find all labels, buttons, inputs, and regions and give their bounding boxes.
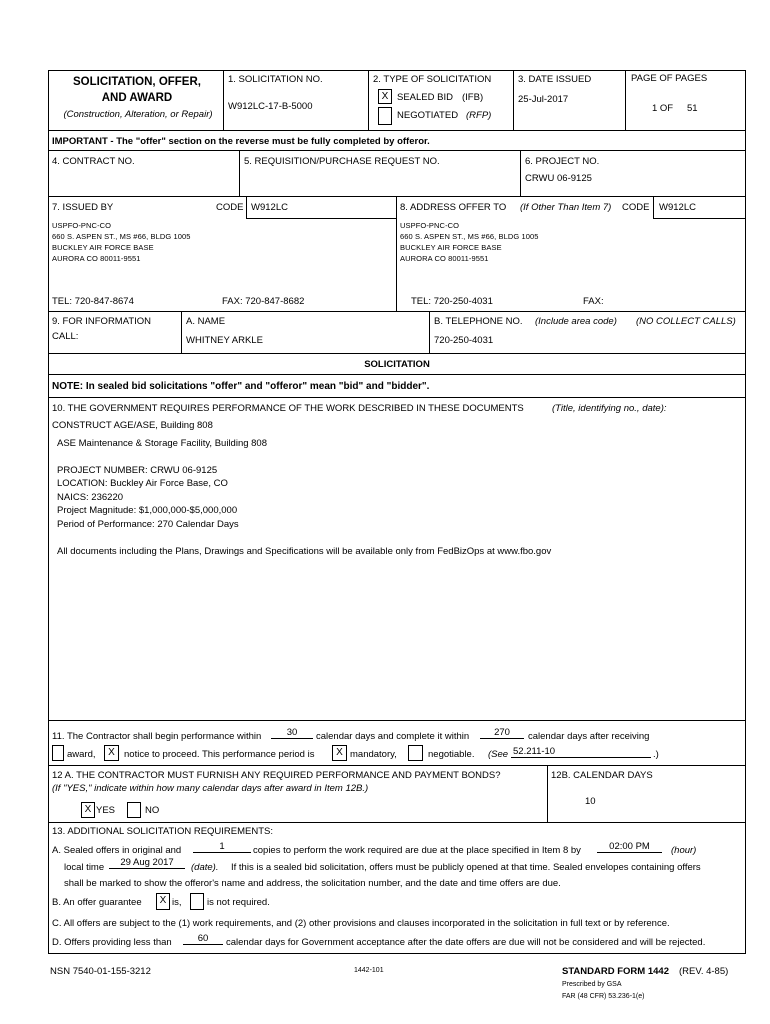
item10-line-6: Project Magnitude: $1,000,000-$5,000,000	[57, 505, 238, 516]
due-date-paren: (date).	[191, 862, 219, 873]
contract-no-label: 4. CONTRACT NO.	[52, 156, 135, 167]
footer-code: 1442-101	[354, 967, 384, 974]
local-time-label: local time	[64, 862, 105, 873]
item12a-label: 12 A. THE CONTRACTOR MUST FURNISH ANY REQUIRED PERFORMANCE AND PAYMENT BONDS?	[52, 770, 501, 781]
item13a-text-2: copies to perform the work required are due at the place specified in Item 8 by	[253, 845, 581, 856]
footer-nsn: NSN 7540-01-155-3212	[50, 966, 151, 977]
issued-by-tel: TEL: 720-847-8674	[52, 296, 134, 307]
contact-name-label: A. NAME	[186, 316, 226, 327]
negotiated-paren: (RFP)	[466, 110, 492, 121]
issued-by-address-3: BUCKLEY AIR FORCE BASE	[52, 243, 154, 252]
item13a-text-4: shall be marked to show the offeror's name and address, the solicitation number, and the date and time offers are due.	[64, 878, 561, 889]
issued-by-fax: FAX: 720-847-8682	[222, 296, 305, 307]
offer-to-fax: FAX:	[583, 296, 604, 307]
solicitation-heading: SOLICITATION	[364, 359, 430, 370]
form-title-line2: AND AWARD	[101, 92, 173, 104]
offer-to-tel: TEL: 720-250-4031	[411, 296, 493, 307]
see-clause-field[interactable]: 52.211-10	[511, 746, 651, 758]
sealed-bid-note: NOTE: In sealed bid solicitations "offer" and "offeror" mean "bid" and "bidder".	[52, 381, 430, 392]
item13d-text-1: D. Offers providing less than	[52, 937, 172, 948]
pages-total: 51	[687, 103, 698, 114]
for-information-label: 9. FOR INFORMATION	[52, 316, 152, 327]
offer-to-address-2: 660 S. ASPEN ST., MS #66, BLDG 1005	[400, 232, 539, 241]
item11-text-c: calendar days after receiving	[528, 731, 650, 742]
project-no-value: CRWU 06-9125	[525, 173, 592, 184]
footer-far: FAR (48 CFR) 53.236-1(e)	[562, 993, 645, 1000]
award-label: award,	[67, 749, 96, 760]
contact-tel-paren-2: (NO COLLECT CALLS)	[636, 316, 736, 327]
contact-tel-label: B. TELEPHONE NO.	[434, 316, 523, 327]
issued-by-label: 7. ISSUED BY	[52, 202, 114, 213]
for-information-call: CALL:	[52, 331, 79, 342]
bonds-no-checkbox[interactable]	[127, 802, 141, 818]
solicitation-no-label: 1. SOLICITATION NO.	[228, 74, 323, 85]
item13a-text-3: If this is a sealed bid solicitation, offers must be publicly opened at that time. Sealed envelopes containing offers	[231, 862, 701, 873]
item13c-text: C. All offers are subject to the (1) work requirements, and (2) other provisions and clauses incorporated in the solicitation in full text or by reference.	[52, 918, 670, 929]
item10-line-1: CONSTRUCT AGE/ASE, Building 808	[52, 420, 213, 431]
footer-form-name: STANDARD FORM 1442	[562, 966, 669, 977]
see-close: .)	[653, 749, 659, 760]
negotiated-label: NEGOTIATED	[397, 110, 459, 121]
item10-line-3: PROJECT NUMBER: CRWU 06-9125	[57, 465, 218, 476]
offer-to-code-value: W912LC	[659, 202, 696, 213]
negotiable-checkbox[interactable]	[408, 745, 423, 761]
bonds-no-label: NO	[145, 805, 160, 816]
guarantee-not-label: is not required.	[207, 897, 270, 908]
date-issued-value: 25-Jul-2017	[518, 94, 569, 105]
item12a-sub: (If "YES," indicate within how many calendar days after award in Item 12B.)	[52, 783, 369, 794]
item13-label: 13. ADDITIONAL SOLICITATION REQUIREMENTS:	[52, 826, 274, 837]
page-of-pages-label: PAGE OF PAGES	[631, 73, 708, 84]
begin-days-field[interactable]: 30	[271, 727, 313, 739]
guarantee-is-checkbox[interactable]: X	[156, 893, 170, 910]
form-title-sub: (Construction, Alteration, or Repair)	[63, 109, 213, 120]
address-offer-to-label: 8. ADDRESS OFFER TO	[400, 202, 507, 213]
due-date-field[interactable]: 29 Aug 2017	[109, 857, 185, 869]
item13b-text: B. An offer guarantee	[52, 897, 142, 908]
contact-tel-value: 720-250-4031	[434, 335, 494, 346]
offer-to-address-4: AURORA CO 80011-9551	[400, 254, 489, 263]
item10-line-8: All documents including the Plans, Drawings and Specifications will be available only from FedBizOps at www.fbo.gov	[57, 546, 552, 557]
offer-to-address-3: BUCKLEY AIR FORCE BASE	[400, 243, 502, 252]
ntp-label: notice to proceed. This performance period is	[124, 749, 315, 760]
item10-line-2: ASE Maintenance & Storage Facility, Building 808	[57, 438, 267, 449]
offer-to-code-label: CODE	[622, 202, 650, 213]
ntp-checkbox[interactable]: X	[104, 745, 119, 761]
due-time-field[interactable]: 02:00 PM	[597, 841, 662, 853]
sealed-bid-paren: (IFB)	[462, 92, 484, 103]
contact-name-value: WHITNEY ARKLE	[186, 335, 263, 346]
award-checkbox[interactable]	[52, 745, 64, 761]
footer-rev: (REV. 4-85)	[679, 966, 729, 977]
offer-to-address-1: USPFO-PNC-CO	[400, 221, 460, 230]
item13d-text-2: calendar days for Government acceptance after the date offers are due will not be considered and will be rejected.	[226, 937, 706, 948]
item10-line-5: NAICS: 236220	[57, 492, 124, 503]
due-hour-label: (hour)	[671, 845, 697, 856]
negotiated-checkbox[interactable]	[378, 107, 392, 125]
issued-by-address-4: AURORA CO 80011-9551	[52, 254, 141, 263]
footer-prescribed: Prescribed by GSA	[562, 981, 622, 988]
item10-label-paren: (Title, identifying no., date):	[552, 403, 667, 414]
date-issued-label: 3. DATE ISSUED	[518, 74, 592, 85]
solicitation-type-label: 2. TYPE OF SOLICITATION	[373, 74, 492, 85]
acceptance-days-field[interactable]: 60	[183, 933, 223, 945]
issued-by-code-value: W912LC	[251, 202, 288, 213]
item13a-text-1: A. Sealed offers in original and	[52, 845, 182, 856]
solicitation-no-value: W912LC-17-B-5000	[228, 101, 313, 112]
project-no-label: 6. PROJECT NO.	[525, 156, 600, 167]
item12b-label: 12B. CALENDAR DAYS	[551, 770, 653, 781]
mandatory-label: mandatory,	[350, 749, 397, 760]
issued-by-address-2: 660 S. ASPEN ST., MS #66, BLDG 1005	[52, 232, 191, 241]
bonds-yes-checkbox[interactable]: X	[81, 802, 95, 818]
item12b-value: 10	[585, 796, 596, 807]
requisition-no-label: 5. REQUISITION/PURCHASE REQUEST NO.	[244, 156, 440, 167]
item10-label: 10. THE GOVERNMENT REQUIRES PERFORMANCE OF THE WORK DESCRIBED IN THESE DOCUMENTS	[52, 403, 524, 414]
bonds-yes-label: YES	[96, 805, 116, 816]
sealed-bid-label: SEALED BID	[397, 92, 453, 103]
form-title-line1: SOLICITATION, OFFER,	[73, 76, 201, 88]
item11-text-b: calendar days and complete it within	[316, 731, 470, 742]
issued-by-code-label: CODE	[216, 202, 244, 213]
complete-days-field[interactable]: 270	[480, 727, 524, 739]
negotiable-label: negotiable.	[428, 749, 475, 760]
mandatory-checkbox[interactable]: X	[332, 745, 347, 761]
see-label: (See	[488, 749, 509, 760]
address-offer-to-paren: (If Other Than Item 7)	[520, 202, 612, 213]
item10-line-7: Period of Performance: 270 Calendar Days	[57, 519, 239, 530]
page-of-pages-value: 1 OF	[652, 103, 674, 114]
sealed-bid-checkbox[interactable]: X	[378, 89, 392, 104]
item11-text-a: 11. The Contractor shall begin performance within	[52, 731, 262, 742]
guarantee-not-checkbox[interactable]	[190, 893, 204, 910]
issued-by-address-1: USPFO-PNC-CO	[52, 221, 112, 230]
contact-tel-paren-1: (Include area code)	[535, 316, 617, 327]
guarantee-is-label: is,	[172, 897, 182, 908]
copies-field[interactable]: 1	[193, 841, 251, 853]
important-notice: IMPORTANT - The "offer" section on the reverse must be fully completed by offeror.	[52, 136, 430, 147]
item10-line-4: LOCATION: Buckley Air Force Base, CO	[57, 478, 228, 489]
